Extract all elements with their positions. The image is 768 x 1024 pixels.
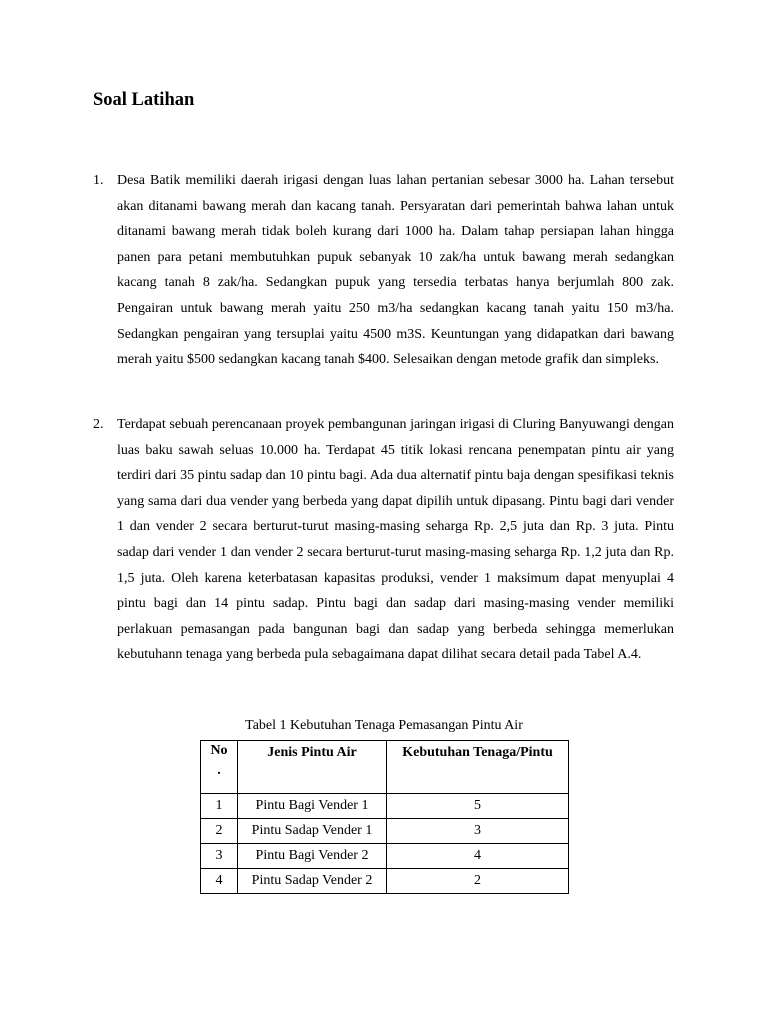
question-1	[93, 168, 674, 373]
table-header-row	[201, 741, 569, 794]
question-number: 2.	[93, 417, 104, 432]
page-title: Soal Latihan	[93, 90, 195, 110]
cell-no: 1	[201, 794, 238, 819]
cell-no: 2	[201, 819, 238, 844]
header-jenis: Jenis Pintu Air	[238, 741, 387, 794]
cell-kebutuhan: 5	[387, 794, 569, 819]
cell-kebutuhan: 3	[387, 819, 569, 844]
cell-no: 3	[201, 844, 238, 869]
header-no-line1: No	[210, 743, 228, 758]
cell-kebutuhan: 4	[387, 844, 569, 869]
cell-kebutuhan: 2	[387, 869, 569, 894]
cell-jenis: Pintu Bagi Vender 1	[238, 794, 387, 819]
question-text: Desa Batik memiliki daerah irigasi dengan luas lahan pertanian sebesar 3000 ha. Lahan tersebut akan ditanami bawang merah dan kacang tanah. Persyaratan dari pemerintah bahwa lahan untuk ditanami bawang merah tidak boleh kurang dari 1000 ha. Dalam tahap persiapan lahan hingga panen para petani membutuhkan pupuk sebanyak 10 zak/ha untuk bawang merah sedangkan kacang tanah 8 zak/ha. Sedangkan pupuk yang tersedia terbatas hanya berjumlah 800 zak. Pengairan untuk bawang merah yaitu 250 m3/ha sedangkan kacang tanah yaitu 150 m3/ha. Sedangkan pengairan yang tersuplai yaitu 4500 m3S. Keuntungan yang didapatkan dari bawang merah yaitu $500 sedangkan kacang tanah $400. Selesaikan dengan metode grafik dan simpleks.	[117, 173, 674, 368]
cell-no: 4	[201, 869, 238, 894]
header-no	[201, 741, 238, 794]
table-row	[201, 819, 569, 844]
table-row	[201, 794, 569, 819]
question-text: Terdapat sebuah perencanaan proyek pembangunan jaringan irigasi di Cluring Banyuwangi dengan luas baku sawah seluas 10.000 ha. Terdapat 45 titik lokasi rencana penempatan pintu air yang terdiri dari 35 pintu sadap dan 10 pintu bagi. Ada dua alternatif pintu baja dengan spesifikasi teknis yang sama dari dua vender yang berbeda yang dapat dipilih untuk dipasang. Pintu bagi dari vender 1 dan vender 2 secara berturut-turut masing-masing seharga Rp. 2,5 juta dan Rp. 3 juta. Pintu sadap dari vender 1 dan vender 2 secara berturut-turut masing-masing seharga Rp. 1,2 juta dan Rp. 1,5 juta. Oleh karena keterbatasan kapasitas produksi, vender 1 maksimum dapat menyuplai 4 pintu bagi dan 14 pintu sadap. Pintu bagi dan sadap dari masing-masing vender memiliki perlakuan pemasangan pada bangunan bagi dan sadap yang berbeda sehingga memerlukan kebutuhann tenaga yang berbeda pula sebagaimana dapat dilihat secara detail pada Tabel A.4.	[117, 417, 674, 663]
header-kebutuhan: Kebutuhan Tenaga/Pintu	[387, 741, 569, 794]
table-row	[201, 869, 569, 894]
question-number: 1.	[93, 173, 104, 188]
table-row	[201, 844, 569, 869]
cell-jenis: Pintu Sadap Vender 1	[238, 819, 387, 844]
cell-jenis: Pintu Sadap Vender 2	[238, 869, 387, 894]
table-caption: Tabel 1 Kebutuhan Tenaga Pemasangan Pintu Air	[245, 718, 523, 733]
header-no-line2: .	[217, 763, 221, 778]
requirements-table	[200, 740, 569, 894]
cell-jenis: Pintu Bagi Vender 2	[238, 844, 387, 869]
question-2	[93, 412, 674, 668]
